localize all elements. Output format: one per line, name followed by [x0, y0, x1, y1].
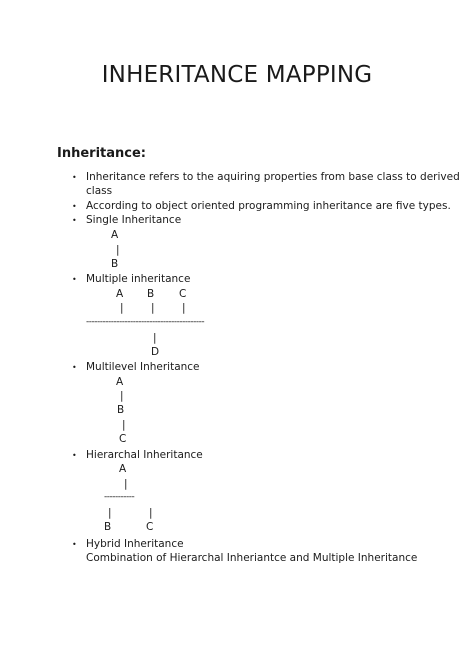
- diagram-connector: |: [153, 332, 157, 344]
- diagram-connector: |: [108, 507, 112, 519]
- diagram-node-a: A: [116, 376, 124, 388]
- diagram-node-d: D: [151, 346, 160, 358]
- item-text: Combination of Hierarchal Inheriantce and Multiple Inheritance: [86, 552, 418, 564]
- diagram-divider: -----------: [104, 492, 135, 502]
- diagram-node-b: B: [104, 521, 112, 533]
- diagram-connector: |: [116, 244, 120, 256]
- item-text: According to object oriented programming inheritance are five types.: [86, 200, 451, 212]
- item-text: class: [86, 185, 113, 197]
- diagram-node-b: B: [117, 404, 125, 416]
- diagram-connector: |: [122, 419, 126, 431]
- diagram-node-c: C: [146, 521, 154, 533]
- diagram-node-b: B: [111, 258, 119, 270]
- diagram-connector: |: [182, 302, 186, 314]
- diagram-connector: |: [120, 390, 124, 402]
- diagram-node-a: A: [116, 288, 124, 300]
- diagram-node-c: C: [119, 433, 127, 445]
- bullet-marker: •: [72, 363, 77, 372]
- diagram-connector: |: [120, 302, 124, 314]
- diagram-connector: |: [124, 478, 128, 490]
- bullet-marker: •: [72, 216, 77, 225]
- diagram-divider: -------------------------------------------: [86, 317, 205, 327]
- item-text: Single Inheritance: [86, 214, 182, 226]
- bullet-marker: •: [72, 202, 77, 211]
- section-heading: Inheritance:: [57, 146, 146, 161]
- bullet-marker: •: [72, 173, 77, 182]
- diagram-connector: |: [149, 507, 153, 519]
- diagram-node-a: A: [119, 463, 127, 475]
- item-text: Inheritance refers to the aquiring properties from base class to derived: [86, 171, 460, 183]
- item-text: Hierarchal Inheritance: [86, 449, 203, 461]
- bullet-marker: •: [72, 451, 77, 460]
- diagram-node-b: B: [147, 288, 155, 300]
- bullet-marker: •: [72, 540, 77, 549]
- diagram-node-c: C: [179, 288, 187, 300]
- item-text: Hybrid Inheritance: [86, 538, 184, 550]
- bullet-marker: •: [72, 275, 77, 284]
- item-text: Multiple inheritance: [86, 273, 191, 285]
- item-text: Multilevel Inheritance: [86, 361, 200, 373]
- page-title: INHERITANCE MAPPING: [101, 62, 373, 88]
- diagram-node-a: A: [111, 229, 119, 241]
- diagram-connector: |: [151, 302, 155, 314]
